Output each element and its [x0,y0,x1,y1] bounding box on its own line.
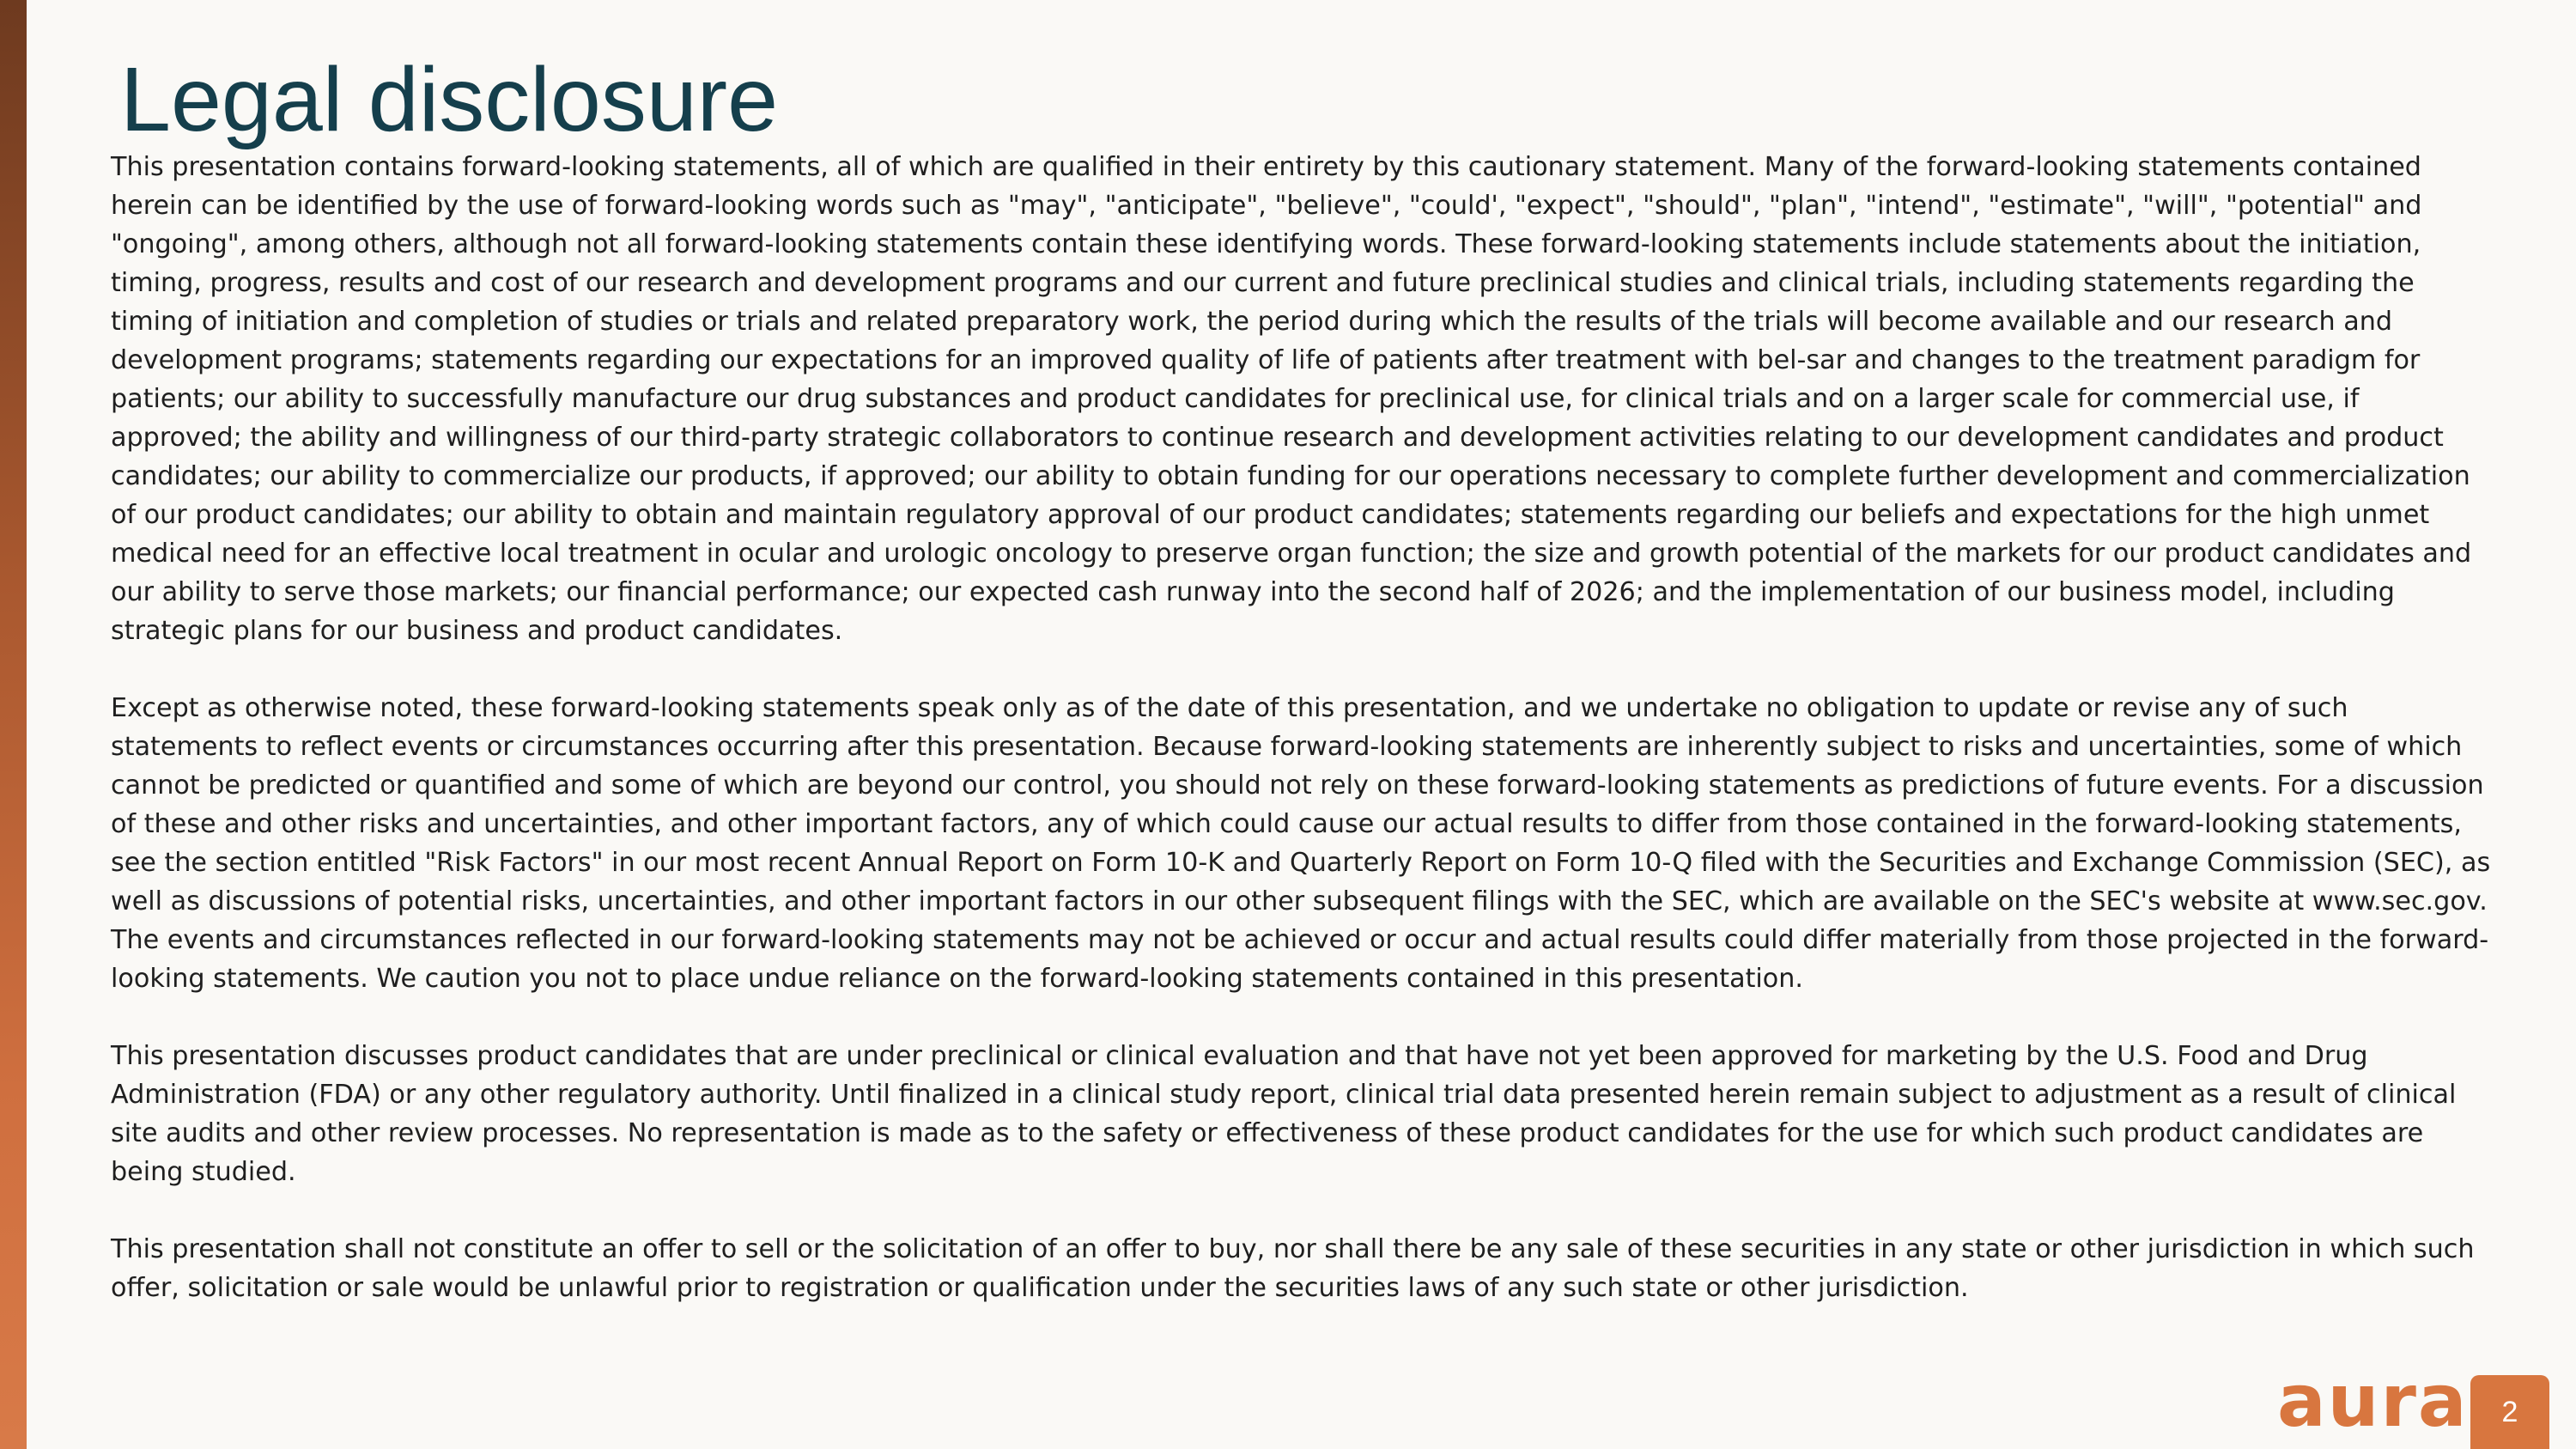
disclosure-paragraph-no-obligation: Except as otherwise noted, these forward-looking statements speak only as of the date of this presentation, and we undertake no obligation to update or revise any of such statements to reflect events or circumstances occurring after this presentation. Because forward-looking statements are inherently subject to risks and uncertainties, some of which cannot be predicted or quantified and some of which are beyond our control, you should not rely on these forward-looking statements as predictions of future events. For a discussion of these and other risks and uncertainties, and other important factors, any of which could cause our actual results to differ from those contained in the forward-looking statements, see the section entitled "Risk Factors" in our most recent Annual Report on Form 10-K and Quarterly Report on Form 10-Q filed with the Securities and Exchange Commission (SEC), as well as discussions of potential risks, uncertainties, and other important factors in our other subsequent filings with the SEC, which are available on the SEC's website at www.sec.gov. The events and circumstances reflected in our forward-looking statements may not be achieved or occur and actual results could differ materially from those projected in the forward-looking statements. We caution you not to place undue reliance on the forward-looking statements contained in this presentation. [111,693,2491,994]
disclosure-body [111,148,2498,1307]
aura-logo: aura [2277,1359,2469,1443]
disclosure-paragraph-product-candidates: This presentation discusses product candidates that are under preclinical or clinical evaluation and that have not yet been approved for marketing by the U.S. Food and Drug Administration (FDA) or any other regulatory authority. Until finalized in a clinical study report, clinical trial data presented herein remain subject to adjustment as a result of clinical site audits and other review processes. No representation is made as to the safety or effectiveness of these product candidates for the use for which such product candidates are being studied. [111,1041,2457,1187]
disclosure-paragraph-forward-looking: This presentation contains forward-looking statements, all of which are qualified in their entirety by this cautionary statement. Many of the forward-looking statements contained herein can be identified by the use of forward-looking words such as "may", "anticipate", "believe", "could', "expect", "should", "plan", "intend", "estimate", "will", "potential" and "ongoing", among others, although not all forward-looking statements contain these identifying words. These forward-looking statements include statements about the initiation, timing, progress, results and cost of our research and development programs and our current and future preclinical studies and clinical trials, including statements regarding the timing of initiation and completion of studies or trials and related preparatory work, the period during which the results of the trials will become available and our research and development programs; statements regarding our expectations for an improved quality of life of patients after treatment with bel-sar and changes to the treatment paradigm for patients; our ability to successfully manufacture our drug substances and product candidates for preclinical use, for clinical trials and on a larger scale for commercial use, if approved; the ability and willingness of our third-party strategic collaborators to continue research and development activities relating to our development candidates and product candidates; our ability to commercialize our products, if approved; our ability to obtain funding for our operations necessary to complete further development and commercialization of our product candidates; our ability to obtain and maintain regulatory approval of our product candidates; statements regarding our beliefs and expectations for the high unmet medical need for an effective local treatment in ocular and urologic oncology to preserve organ function; the size and growth potential of the markets for our product candidates and our ability to serve those markets; our financial performance; our expected cash runway into the second half of 2026; and the implementation of our business model, including strategic plans for our business and product candidates. [111,152,2472,646]
left-accent-bar [0,0,27,1449]
page-number-badge: 2 [2470,1375,2549,1449]
disclosure-paragraph-no-offer: This presentation shall not constitute an offer to sell or the solicitation of an offer to buy, nor shall there be any sale of these securities in any state or other jurisdiction in which such offer, solicitation or sale would be unlawful prior to registration or qualification under the securities laws of any such state or other jurisdiction. [111,1234,2475,1303]
page-title: Legal disclosure [120,49,779,150]
